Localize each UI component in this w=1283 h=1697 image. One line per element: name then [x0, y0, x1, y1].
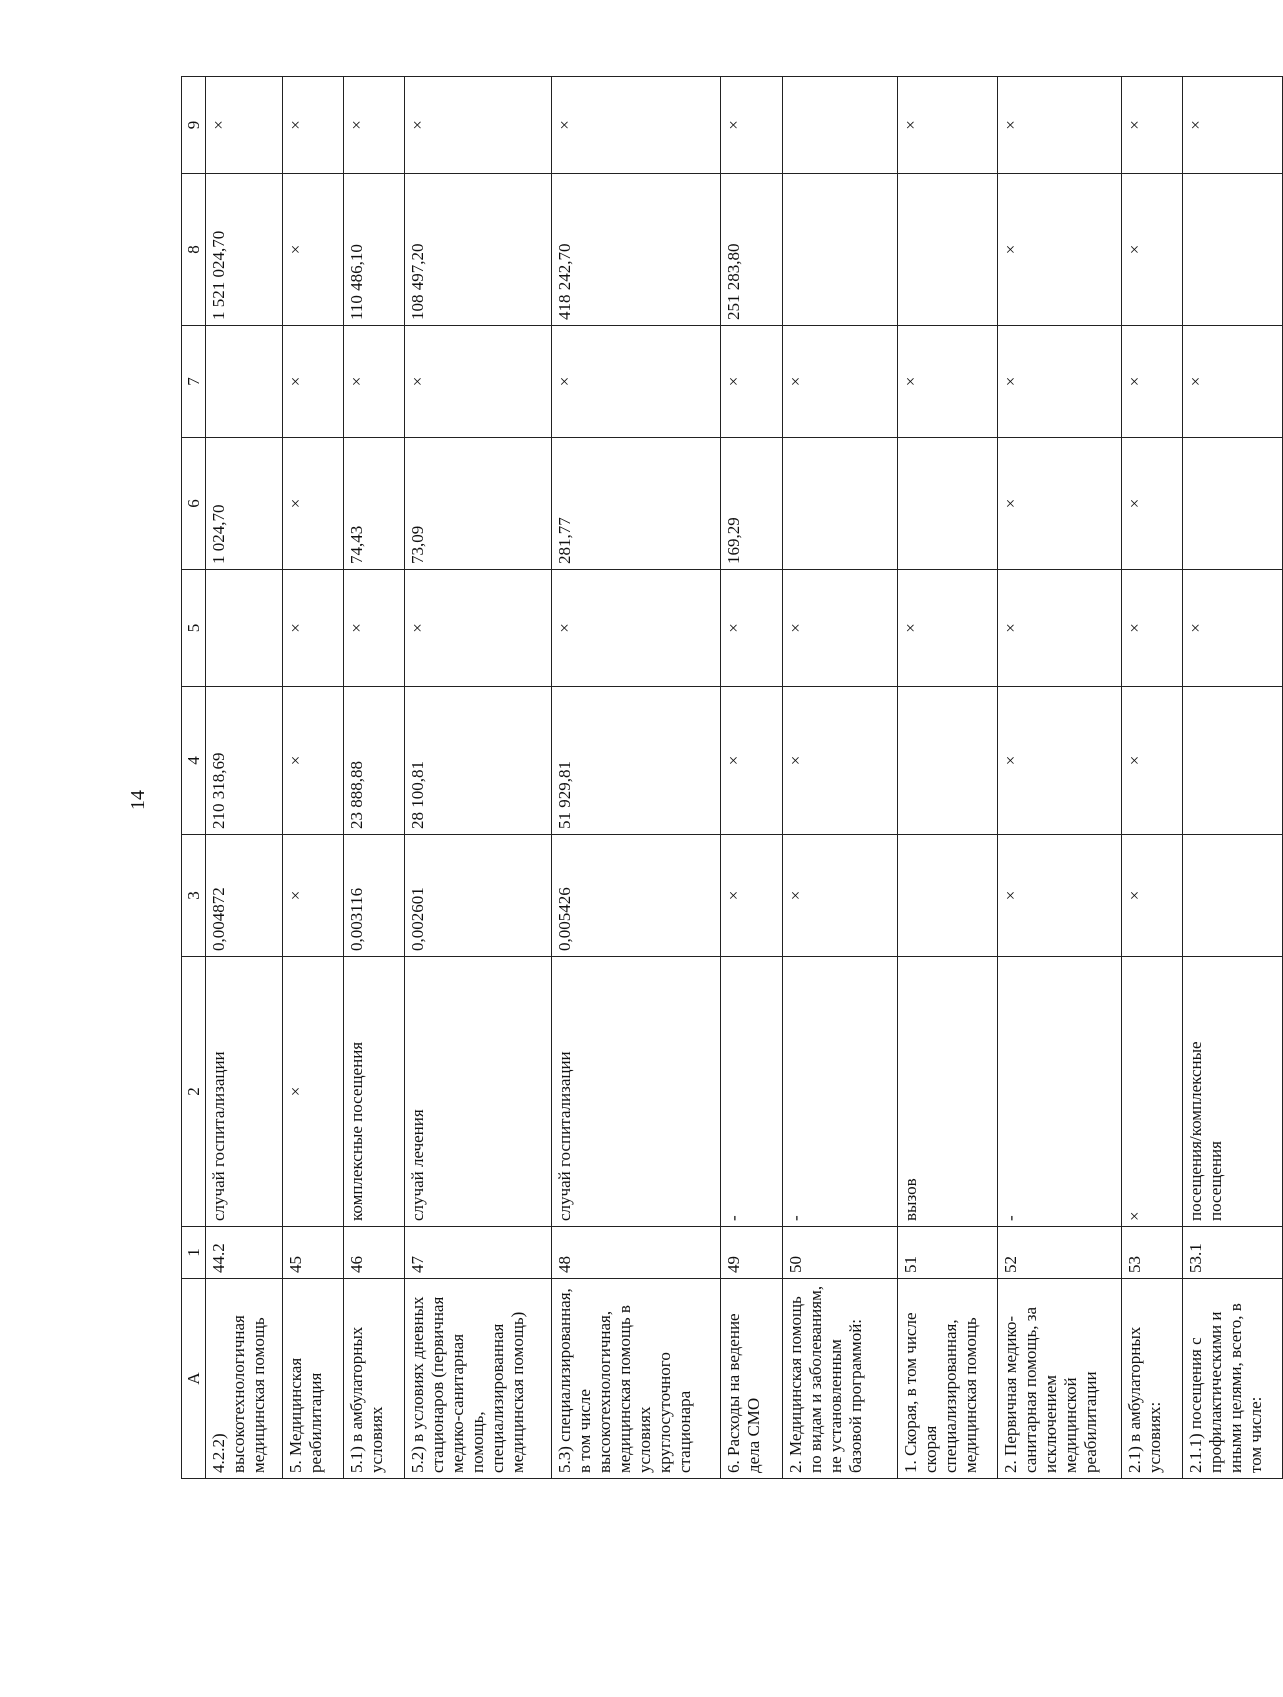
cell-cost: [897, 687, 997, 835]
cell-name: 2.1.1) посещения с профилактическими и иными целями, всего, в том числе:: [1182, 1279, 1282, 1479]
cell-col9: ×: [405, 77, 551, 174]
cell-col5: ×: [283, 570, 344, 687]
cell-col9: ×: [897, 77, 997, 174]
cell-col6: 1 024,70: [206, 438, 283, 570]
cell-unit: комплексные посещения: [344, 957, 405, 1227]
cell-col9: ×: [283, 77, 344, 174]
cell-volume: ×: [998, 835, 1121, 957]
cell-col5: ×: [998, 570, 1121, 687]
column-header: A: [182, 1279, 206, 1479]
cell-volume: 0,003116: [344, 835, 405, 957]
table-row: [897, 77, 997, 1479]
page-number: 14: [127, 790, 149, 810]
table-header-row: [182, 77, 206, 1479]
table-row: [1182, 77, 1282, 1479]
cell-col7: ×: [897, 326, 997, 438]
cell-col7: ×: [405, 326, 551, 438]
cell-col6: [1182, 438, 1282, 570]
rotated-page-table: [181, 77, 1283, 1479]
cell-col9: ×: [998, 77, 1121, 174]
cell-volume: ×: [721, 835, 782, 957]
cell-col8: [782, 174, 897, 326]
cell-unit: -: [721, 957, 782, 1227]
cell-unit: вызов: [897, 957, 997, 1227]
column-header: 2: [182, 957, 206, 1227]
cell-unit: ×: [1121, 957, 1182, 1227]
cell-cost: ×: [283, 687, 344, 835]
cell-col9: [782, 77, 897, 174]
cell-line-number: 50: [782, 1227, 897, 1279]
cell-volume: 0,004872: [206, 835, 283, 957]
table-row: [721, 77, 782, 1479]
cell-col5: ×: [344, 570, 405, 687]
cell-col6: [897, 438, 997, 570]
cell-name: 2. Медицинская помощь по видам и заболеваниям, не установленным базовой программой:: [782, 1279, 897, 1479]
cell-col6: 74,43: [344, 438, 405, 570]
cell-line-number: 47: [405, 1227, 551, 1279]
cell-line-number: 44.2: [206, 1227, 283, 1279]
cell-unit: случай лечения: [405, 957, 551, 1227]
cell-volume: [897, 835, 997, 957]
column-header: 6: [182, 438, 206, 570]
cell-col6: ×: [283, 438, 344, 570]
table-row: [782, 77, 897, 1479]
table-row: [551, 77, 721, 1479]
cell-col7: ×: [782, 326, 897, 438]
cell-name: 5. Медицинская реабилитация: [283, 1279, 344, 1479]
cell-volume: 0,005426: [551, 835, 721, 957]
cell-col8: [897, 174, 997, 326]
cell-line-number: 51: [897, 1227, 997, 1279]
cell-col6: [782, 438, 897, 570]
cell-col7: ×: [998, 326, 1121, 438]
cell-name: 4.2.2) высокотехнологичная медицинская помощь: [206, 1279, 283, 1479]
cell-volume: [1182, 835, 1282, 957]
cell-unit: -: [782, 957, 897, 1227]
cell-name: 2.1) в амбулаторных условиях:: [1121, 1279, 1182, 1479]
cell-col7: [206, 326, 283, 438]
cell-col9: ×: [1182, 77, 1282, 174]
cell-cost: 51 929,81: [551, 687, 721, 835]
cell-unit: посещения/комплексные посещения: [1182, 957, 1282, 1227]
cell-name: 2. Первичная медико-санитарная помощь, за исключением медицинской реабилитации: [998, 1279, 1121, 1479]
cell-line-number: 53.1: [1182, 1227, 1282, 1279]
cell-col8: 108 497,20: [405, 174, 551, 326]
column-header: 8: [182, 174, 206, 326]
cell-col8: ×: [283, 174, 344, 326]
cell-col5: [206, 570, 283, 687]
cell-col6: 281,77: [551, 438, 721, 570]
cell-col8: ×: [998, 174, 1121, 326]
cell-col7: ×: [344, 326, 405, 438]
cell-col6: 169,29: [721, 438, 782, 570]
cell-unit: случай госпитализации: [206, 957, 283, 1227]
cell-unit: ×: [283, 957, 344, 1227]
cell-unit: случай госпитализации: [551, 957, 721, 1227]
cell-col5: ×: [551, 570, 721, 687]
cell-volume: ×: [1121, 835, 1182, 957]
data-table: [181, 76, 1283, 1479]
cell-volume: ×: [782, 835, 897, 957]
table-row: [998, 77, 1121, 1479]
cell-cost: 23 888,88: [344, 687, 405, 835]
cell-name: 5.2) в условиях дневных стационаров (первичная медико-санитарная помощь, специализированная медицинская помощь): [405, 1279, 551, 1479]
column-header: 9: [182, 77, 206, 174]
cell-col5: ×: [721, 570, 782, 687]
cell-name: 5.3) специализированная, в том числе высокотехнологичная, медицинская помощь в условиях круглосуточного стационара: [551, 1279, 721, 1479]
cell-col8: [1182, 174, 1282, 326]
column-header: 1: [182, 1227, 206, 1279]
cell-col5: ×: [782, 570, 897, 687]
column-header: 4: [182, 687, 206, 835]
cell-col7: ×: [721, 326, 782, 438]
column-header: 3: [182, 835, 206, 957]
cell-col5: ×: [1121, 570, 1182, 687]
cell-col6: 73,09: [405, 438, 551, 570]
cell-col6: ×: [1121, 438, 1182, 570]
table-row: [283, 77, 344, 1479]
cell-col9: ×: [551, 77, 721, 174]
cell-col5: ×: [897, 570, 997, 687]
cell-col6: ×: [998, 438, 1121, 570]
cell-line-number: 48: [551, 1227, 721, 1279]
cell-line-number: 46: [344, 1227, 405, 1279]
column-header: 5: [182, 570, 206, 687]
cell-cost: 210 318,69: [206, 687, 283, 835]
table-row: [1121, 77, 1182, 1479]
cell-cost: ×: [998, 687, 1121, 835]
cell-col7: ×: [1121, 326, 1182, 438]
cell-unit: -: [998, 957, 1121, 1227]
cell-col8: ×: [1121, 174, 1182, 326]
table-row: [344, 77, 405, 1479]
cell-col5: ×: [1182, 570, 1282, 687]
table-row: [206, 77, 283, 1479]
cell-col8: 418 242,70: [551, 174, 721, 326]
cell-line-number: 52: [998, 1227, 1121, 1279]
cell-col7: ×: [551, 326, 721, 438]
cell-volume: 0,002601: [405, 835, 551, 957]
cell-col7: ×: [283, 326, 344, 438]
cell-col8: 110 486,10: [344, 174, 405, 326]
cell-col7: ×: [1182, 326, 1282, 438]
cell-cost: [1182, 687, 1282, 835]
cell-name: 1. Скорая, в том числе скорая специализированная, медицинская помощь: [897, 1279, 997, 1479]
cell-col5: ×: [405, 570, 551, 687]
cell-col9: ×: [206, 77, 283, 174]
cell-name: 6. Расходы на ведение дела СМО: [721, 1279, 782, 1479]
cell-volume: ×: [283, 835, 344, 957]
cell-col9: ×: [344, 77, 405, 174]
column-header: 7: [182, 326, 206, 438]
cell-cost: ×: [721, 687, 782, 835]
cell-cost: ×: [782, 687, 897, 835]
cell-name: 5.1) в амбулаторных условиях: [344, 1279, 405, 1479]
cell-col8: 1 521 024,70: [206, 174, 283, 326]
cell-line-number: 53: [1121, 1227, 1182, 1279]
cell-col9: ×: [721, 77, 782, 174]
cell-line-number: 45: [283, 1227, 344, 1279]
cell-cost: 28 100,81: [405, 687, 551, 835]
cell-col9: ×: [1121, 77, 1182, 174]
cell-col8: 251 283,80: [721, 174, 782, 326]
table-row: [405, 77, 551, 1479]
cell-cost: ×: [1121, 687, 1182, 835]
cell-line-number: 49: [721, 1227, 782, 1279]
